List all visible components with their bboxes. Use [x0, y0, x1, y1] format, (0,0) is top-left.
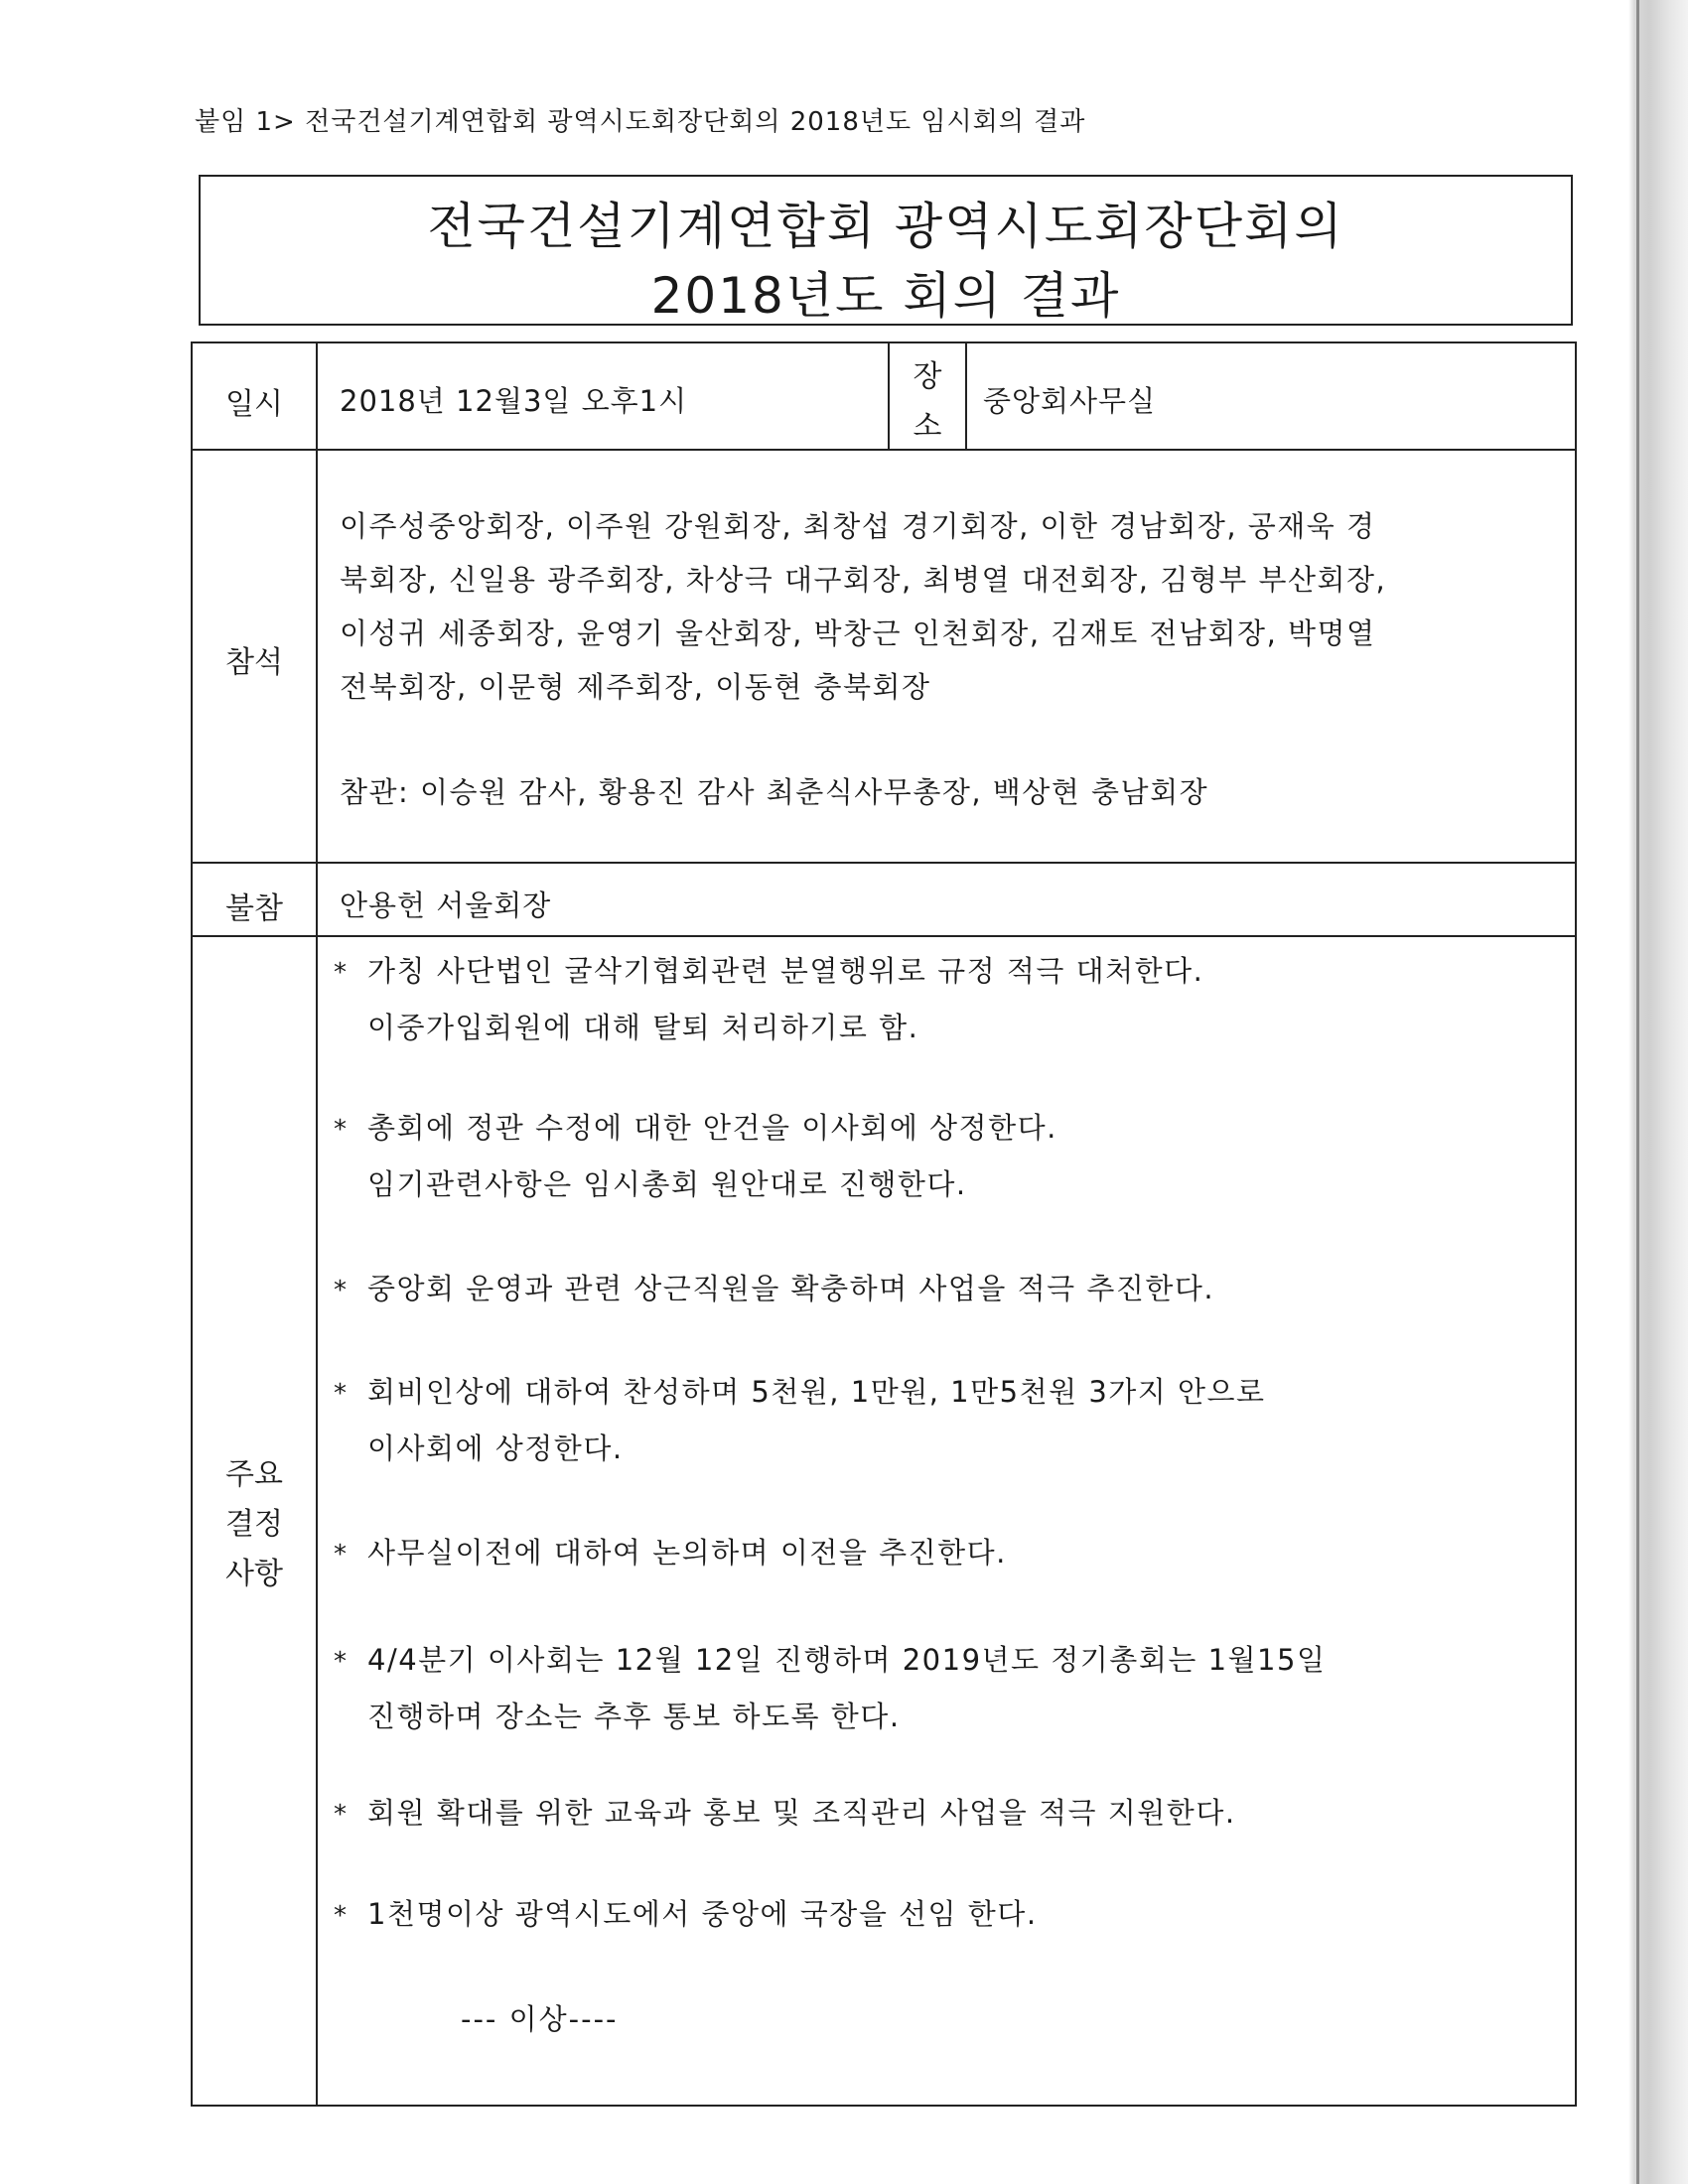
decision-item	[334, 1791, 1236, 1832]
row-divider-absence	[193, 935, 1575, 937]
decisions-label-line: 사항	[225, 1557, 283, 1591]
row-divider-attendance	[193, 862, 1575, 864]
date-label: 일시	[225, 387, 283, 422]
decision-line: 사무실이전에 대하여 논의하며 이전을 추진한다.	[367, 1536, 1007, 1570]
place-label-divider-right	[965, 343, 967, 451]
decision-continuation: 임기관련사항은 임시총회 원안대로 진행한다.	[367, 1167, 967, 1201]
place-label-bottom: 소	[913, 409, 942, 444]
title-line-2: 2018년도 회의 결과	[650, 267, 1121, 325]
bullet-star: *	[334, 958, 349, 988]
attendance-line: 전북회장, 이문형 제주회장, 이동현 충북회장	[340, 670, 931, 704]
minutes-table	[191, 341, 1577, 2107]
bullet-star: *	[334, 1276, 349, 1305]
decision-item	[334, 1267, 1214, 1307]
date-value: 2018년 12월3일 오후1시	[340, 384, 688, 418]
decision-line: 가칭 사단법인 굴삭기협회관련 분열행위로 규정 적극 대처한다.	[367, 954, 1204, 988]
absence-label: 불참	[225, 891, 283, 926]
bullet-star: *	[334, 1540, 349, 1570]
attendance-line: 북회장, 신일용 광주회장, 차상극 대구회장, 최병열 대전회장, 김형부 부산회장,	[340, 563, 1387, 597]
label-column-divider	[316, 343, 318, 2105]
place-label-top: 장	[913, 359, 942, 394]
decision-line: 회비인상에 대하여 찬성하며 5천원, 1만원, 1만5천원 3가지 안으로	[367, 1375, 1266, 1409]
closing-mark: --- 이상----	[461, 2002, 619, 2036]
decision-item	[334, 1638, 1326, 1735]
decision-item	[334, 1106, 1057, 1203]
decision-continuation: 진행하며 장소는 추후 통보 하도록 한다.	[367, 1700, 901, 1733]
place-value: 중앙회사무실	[983, 384, 1157, 418]
absence-value: 안용헌 서울회장	[340, 888, 552, 922]
bullet-star: *	[334, 1379, 349, 1409]
bullet-star: *	[334, 1800, 349, 1830]
attachment-header: 붙임 1> 전국건설기계연합회 광역시도회장단회의 2018년도 임시회의 결과	[195, 107, 1086, 137]
title-box	[199, 175, 1573, 326]
scan-edge-line	[1636, 0, 1639, 2184]
decisions-label-line: 주요	[225, 1457, 283, 1492]
decision-line: 회원 확대를 위한 교육과 홍보 및 조직관리 사업을 적극 지원한다.	[367, 1796, 1236, 1830]
decisions-label-line: 결정	[225, 1507, 283, 1542]
decision-line: 총회에 정관 수정에 대한 안건을 이사회에 상정한다.	[367, 1111, 1057, 1145]
attendance-line: 이주성중앙회장, 이주원 강원회장, 최창섭 경기회장, 이한 경남회장, 공재욱 경	[340, 509, 1376, 543]
bullet-star: *	[334, 1647, 349, 1677]
bullet-star: *	[334, 1115, 349, 1145]
decision-continuation: 이사회에 상정한다.	[367, 1432, 624, 1465]
decision-continuation: 이중가입회원에 대해 탈퇴 처리하기로 함.	[367, 1011, 919, 1044]
decision-item	[334, 1892, 1038, 1933]
decision-item	[334, 1370, 1266, 1467]
attendance-label: 참석	[225, 645, 283, 680]
title-line-1: 전국건설기계연합회 광역시도회장단회의	[427, 198, 1344, 255]
decision-line: 1천명이상 광역시도에서 중앙에 국장을 선임 한다.	[367, 1897, 1038, 1931]
decision-item	[334, 949, 1203, 1046]
decision-item	[334, 1531, 1007, 1571]
decision-line: 중앙회 운영과 관련 상근직원을 확충하며 사업을 적극 추진한다.	[367, 1272, 1215, 1305]
attendance-line: 이성귀 세종회장, 윤영기 울산회장, 박창근 인천회장, 김재토 전남회장, 박명열	[340, 616, 1376, 650]
observers-line: 참관: 이승원 감사, 황용진 감사 최춘식사무총장, 백상현 충남회장	[340, 775, 1209, 809]
decision-line: 4/4분기 이사회는 12월 12일 진행하며 2019년도 정기총회는 1월15일	[367, 1643, 1327, 1677]
row-divider-date	[193, 449, 1575, 451]
bullet-star: *	[334, 1901, 349, 1931]
